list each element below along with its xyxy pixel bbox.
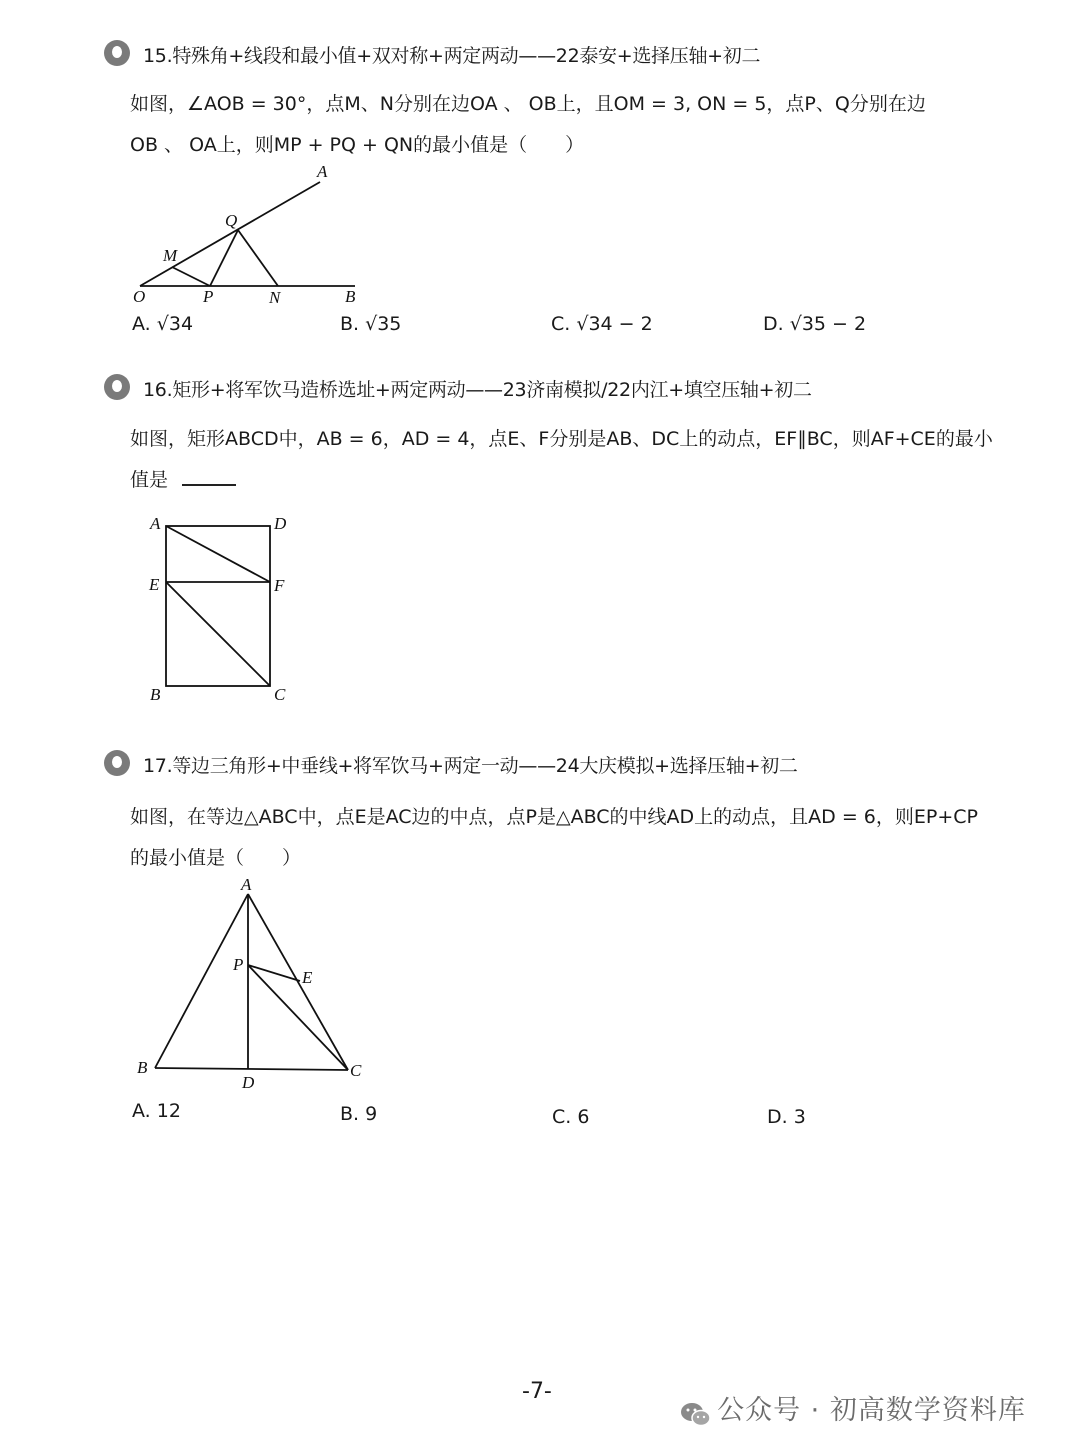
q17-figure [130,870,380,1095]
q15-label-q: Q [225,211,238,230]
q16-label-e: E [149,575,160,594]
q16-label-d: D [274,514,287,533]
q15-label-b: B [345,287,356,306]
q17-label-a: A [241,875,252,894]
q16-bullet-icon [104,374,130,400]
q17-side-bc [155,1068,348,1070]
q17-option-a: A. 12 [132,1100,181,1122]
q17-label-p: P [233,955,244,974]
watermark-text: 公众号 · 初高数学资料库 [717,1395,1026,1426]
q15-label-m: M [163,246,178,265]
q17-label-e: E [302,968,313,987]
q16-label-c: C [274,685,286,704]
q17-stem-line2: 的最小值是（ ） [130,847,302,869]
q15-bullet-icon [104,40,130,66]
q15-label-n: N [269,288,281,307]
q15-option-b: B. √35 [340,313,402,335]
q17-bullet-icon [104,750,130,776]
q15-stem-line2: OB 、 OA上，则MP + PQ + QN的最小值是（ ） [130,134,585,156]
q17-option-b: B. 9 [340,1103,378,1125]
q16-rectangle [166,526,270,686]
q16-stem-line2-wrap [130,465,236,492]
q17-option-d: D. 3 [767,1106,806,1128]
q17-stem-line1: 如图，在等边△ABC中，点E是AC边的中点，点P是△ABC的中线AD上的动点，且AD = 6，则EP+CP [130,806,978,828]
q16-label-b: B [150,685,161,704]
q15-ray-oa [140,182,320,286]
q16-label-a: A [150,514,161,533]
q15-heading: 15.特殊角+线段和最小值+双对称+两定两动——22泰安+选择压轴+初二 [143,45,761,67]
q17-label-c: C [350,1061,362,1080]
wechat-icon [680,1401,712,1429]
q16-stem-line1: 如图，矩形ABCD中，AB = 6，AD = 4，点E、F分别是AB、DC上的动点，EF∥BC，则AF+CE的最小 [130,428,993,450]
q17-option-c: C. 6 [552,1106,590,1128]
q16-seg-ec [166,582,270,686]
q15-option-c: C. √34 − 2 [551,313,653,335]
q15-figure [120,160,380,310]
q15-seg-qn [238,230,278,286]
q15-stem-line1: 如图，∠AOB = 30°，点M、N分别在边OA 、 OB上，且OM = 3, ON = 5，点P、Q分别在边 [130,93,926,115]
q15-option-d: D. √35 − 2 [763,313,867,335]
q17-side-ab [155,894,248,1068]
q15-option-a: A. √34 [132,313,194,335]
q17-label-d: D [242,1073,255,1092]
q16-heading: 16.矩形+将军饮马造桥选址+两定两动——23济南模拟/22内江+填空压轴+初二 [143,379,812,401]
q16-answer-blank [182,484,236,486]
q16-stem-line2: 值是 [130,469,169,491]
q15-seg-mp [172,267,210,286]
q15-label-o: O [133,287,146,306]
q15-label-a: A [317,162,328,181]
q17-heading: 17.等边三角形+中垂线+将军饮马+两定一动——24大庆模拟+选择压轴+初二 [143,755,798,777]
q16-figure [140,508,310,708]
q16-label-f: F [274,576,285,595]
q17-label-b: B [137,1058,148,1077]
page-number: -7- [522,1379,552,1404]
watermark [680,1388,1026,1429]
q16-seg-af [166,526,270,582]
q15-label-p: P [203,287,214,306]
